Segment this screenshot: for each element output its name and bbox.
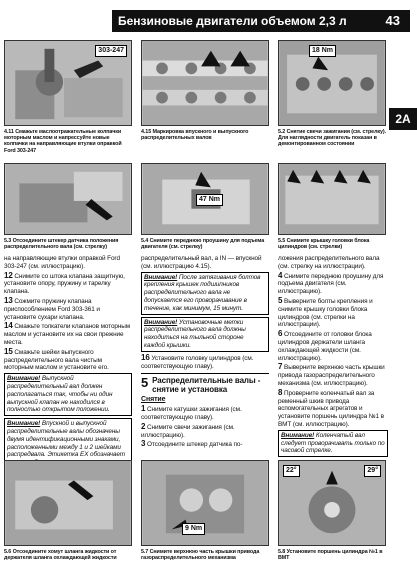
photo-5-3 [4,163,132,235]
page-number: 43 [385,13,400,28]
step-13: 13 Сожмите пружину клапана приспособлением Ford 303-361 и установите сухари клапана. [4,295,100,321]
warning-box: Внимание! Выпускной распределительный вал должен располагаться так, чтобы ни один выпускной клапан не находился в полностью открытом положении. [4,373,132,416]
caption-5-5: 5.5 Снимите крышку головки блока цилиндров (см. стрелки) [278,238,370,251]
photo-label-torque: 18 Nm [309,45,336,57]
photo-4-15 [141,40,269,126]
step-12: 12 Снимите со штока клапана защитную, установите опору, пружину и тарелку клапана. [4,270,125,296]
step-1: 1 Снимите катушки зажигания (см. соответствующую главу). [141,404,242,421]
warning-box: Внимание! Установочные метки распределительного вала должны находиться на тыльной стороне каждой крышки. [141,317,269,352]
step-3: 3 Отсоедините штекер датчика по- [141,439,243,449]
photo-label-torque-2: 47 Nm [196,194,223,206]
photo-label-tool: 303-247 [95,45,127,57]
step-14: 14 Смажьте толкатели клапанов моторным маслом и установите их на свои прежние места. [4,321,131,346]
step-2: 2 Снимите свечи зажигания (см. иллюстрацию). [141,421,235,439]
step-4: 4 Снимите переднюю проушину для подъема двигателя (см. иллюстрацию). [278,270,384,296]
section-heading [141,373,269,394]
caption-4-11: 4.11 Смажьте маслоотражательные колпачки моторным маслом и напрессуйте новые колпачки на направляющие втулки оправкой Ford 303-247 [4,129,122,154]
paragraph: на направляющие втулки оправкой Ford 303-247 (см. иллюстрацию). [4,255,120,270]
step-7: 7 Выверните верхнюю часть крышки привода газораспределительного механизма (см. иллюстрацию). [278,362,385,387]
caption-4-15: 4.15 Маркировка впускного и выпускного распределительных валов [141,129,249,142]
caption-5-8: 5.8 Установите поршень цилиндра №1 в ВМТ [278,549,383,562]
section-title: Распределительные валы - снятие и установка [152,376,261,395]
photo-5-7 [141,460,269,546]
caption-5-4: 5.4 Снимите переднюю проушину для подъема двигателя (см. стрелку) [141,238,265,251]
photo-label-angle-right: 29° [364,465,381,477]
caption-5-6: 5.6 Отсоедините хомут шланга жидкости от держателя шланга охлаждающей жидкости [4,549,117,562]
photo-label-angle-left: 22° [283,465,300,477]
chapter-tab: 2A [389,108,417,130]
text-column-1 [4,255,132,459]
section-number: 5 [141,375,149,391]
step-16: 16 Установите головку цилиндров (см. соответствующую главу). [141,352,254,370]
subheading: Снятие [141,396,166,404]
step-5: 5 Выверните болты крепления и снимите крышку головки блока цилиндров (см. стрелки на иллюстрации). [278,295,373,329]
photo-label-torque-3: 9 Nm [182,523,205,535]
text-column-3 [278,255,388,455]
caption-5-3: 5.3 Отсоедините штекер датчика положения распределительного вала (см. стрелку) [4,238,119,251]
page-header [112,10,410,32]
paragraph: распределительный вал, а IN — впускной (см. иллюстрацию 4.15). [141,255,262,270]
warning-box: Внимание! Коленчатый вал следует проворачивать только по часовой стрелке. [278,430,388,457]
photo-5-5 [278,163,386,235]
step-6: 6 Отсоедините от головки блока цилиндров держатели шланга охлаждающей жидкости (см. иллюстрацию). [278,329,372,362]
header-title: Бензиновые двигатели объемом 2,3 л [118,14,347,28]
text-column-2 [141,255,269,455]
photo-5-6 [4,460,132,546]
paragraph: ложения распределительного вала (см. стрелку на иллюстрации). [278,255,380,270]
photo-4-11 [4,40,132,126]
photo-5-8 [278,460,386,546]
caption-5-2: 5.2 Снятие свечи зажигания (см. стрелку). Для наглядности двигатель показан в демонтированном состоянии [278,129,386,148]
caption-5-7: 5.7 Снимите верхнюю часть крышки привода газораспределительного механизма [141,549,260,562]
photo-5-4 [141,163,269,235]
step-15: 15 Смажьте шейки выпускного распределительного вала чистым моторным маслом и установите его. [4,346,109,372]
photo-5-2 [278,40,386,126]
warning-box: Внимание! Впускной и выпускной распределительные валы обозначены двумя идентификационными знаками, расположенными между 1 и 2 шейками распредвала. Этикетка EX обозначает [4,418,132,469]
step-8: 8 Проверните коленчатый вал за ременный шкив привода вспомогательных агрегатов и установите поршень цилиндра №1 в ВМТ (см. иллюстрацию). [278,387,384,428]
warning-box: Внимание! После затягивания болтов крепления крышек подшипников распределительного вала не допускается его проворачивание в течение, как минимум, 15 минут. [141,272,269,315]
